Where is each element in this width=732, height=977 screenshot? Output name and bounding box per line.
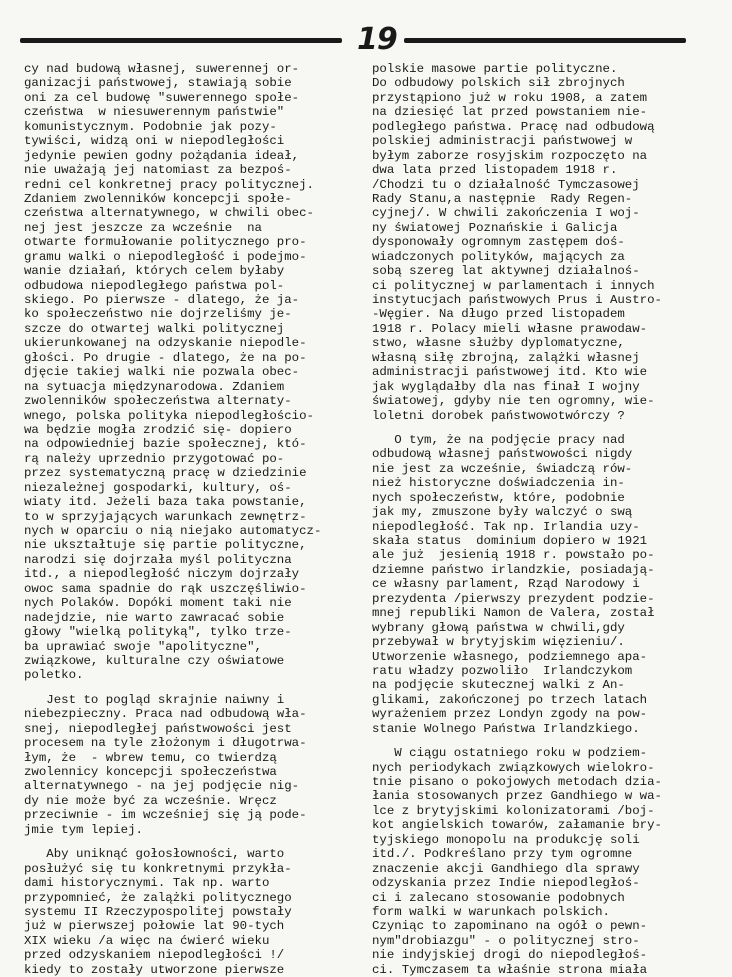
text-line: dy nie może być za wcześnie. Wręcz xyxy=(24,793,277,808)
text-line: jedynie pewien godny pożądania ideał, xyxy=(24,148,300,163)
text-line: odbudową własnej państwowości nigdy xyxy=(372,447,633,462)
text-line: form walki w warunkach polskich. xyxy=(372,904,610,919)
text-line: djęcie takiej walki nie pozwala obec- xyxy=(24,365,300,380)
text-line: dami historycznymi. Tak np. warto xyxy=(24,876,270,891)
text-line: W ciągu ostatniego roku w podziem- xyxy=(372,746,648,761)
header-rule-right xyxy=(404,38,686,43)
text-line: na odpowiedniej bazie społecznej, któ- xyxy=(24,437,307,452)
text-line: czeństwa alternatywnego, w chwili obec- xyxy=(24,206,314,221)
text-line: rą należy uprzednio przygotować po- xyxy=(24,451,285,466)
text-line: kot angielskich towarów, załamanie bry- xyxy=(372,818,662,833)
text-line: -Węgier. Na długo przed listopadem xyxy=(372,307,625,322)
text-line: nych społeczeństw, które, podobnie xyxy=(372,490,625,505)
paragraph-gap xyxy=(24,837,370,847)
text-line: polskiej administracji państwowej w xyxy=(372,134,633,149)
text-line: jak my, zmuszone były walczyć o swą xyxy=(372,505,633,520)
text-line: /Chodzi tu o działalność Tymczasowej xyxy=(372,177,640,192)
text-line: Utworzenie własnego, podziemnego apa- xyxy=(372,649,648,664)
text-line: nie indyjskiej drogi do niepodległoś- xyxy=(372,948,648,963)
text-line: komunistycznym. Podobnie jak pozy- xyxy=(24,119,277,134)
text-line: ba uprawiać swoje "apolityczne", xyxy=(24,639,262,654)
text-line: ale już jesienią 1918 r. powstało po- xyxy=(372,548,655,563)
text-line: zwolennicy koncepcji społeczeństwa xyxy=(24,765,277,779)
text-line: gramu walki o niepodległość i podejmo- xyxy=(24,249,307,264)
text-line: własną siłę zbrojną, zalążki własnej xyxy=(372,350,640,365)
text-line: loletni dorobek państwowotwórczy ? xyxy=(372,408,625,423)
text-line: przed odzyskaniem niepodległości !/ xyxy=(24,948,285,963)
text-line: znaczenie akcji Gandhiego dla sprawy xyxy=(372,861,640,876)
text-line: niezależnej gospodarki, kultury, oś- xyxy=(24,480,292,495)
text-line: snej, niepodległej państwowości jest xyxy=(24,721,292,736)
text-line: łym, że - wbrew temu, co twierdzą xyxy=(24,750,277,765)
text-line: już w pierwszej połowie lat 90-tych xyxy=(24,919,285,934)
text-line: światowej, gdyby nie ten ogromny, wie- xyxy=(372,394,655,409)
text-line: XIX wieku /a więc na ćwierć wieku xyxy=(24,933,270,948)
text-line: nych periodykach związkowych wielokro- xyxy=(372,760,655,775)
text-line: 1918 r. Polacy mieli własne prawodaw- xyxy=(372,321,648,336)
text-line: wiadczonych polityków, mających za xyxy=(372,249,625,264)
text-line: odbudowa niepodległego państwa pol- xyxy=(24,278,285,293)
text-line: tywiści, widzą oni w niepodległości xyxy=(24,134,285,149)
text-line: nie jest za wcześnie, świadczą rów- xyxy=(372,461,633,476)
text-line: jmie tym lepiej. xyxy=(24,822,143,837)
header-rule-left xyxy=(20,38,342,43)
text-line: narodzi się dojrzała myśl polityczna xyxy=(24,552,292,567)
left-text-column xyxy=(24,62,370,977)
text-line: Do odbudowy polskich sił zbrojnych xyxy=(372,76,625,91)
text-line: systemu II Rzeczypospolitej powstały xyxy=(24,904,292,919)
text-line: ci. Tymczasem ta właśnie strona miała xyxy=(372,962,648,977)
text-line: lce z brytyjskimi kolonizatorami /boj- xyxy=(372,803,655,818)
text-line: to w sprzyjających warunkach zewnętrz- xyxy=(24,509,307,524)
text-line: wnego, polska polityka niepodległościo- xyxy=(24,408,314,423)
text-line: przypomnieć, że zalążki politycznego xyxy=(24,890,292,905)
paragraph-gap xyxy=(372,423,718,433)
text-line: oni za cel budowę "suwerennego społe- xyxy=(24,90,300,105)
text-line: wa będzie mogła zrodzić się- dopiero xyxy=(24,422,292,437)
text-line: ko społeczeństwo nie dojrzeliśmy je- xyxy=(24,307,292,322)
text-line: Rady Stanu,a następnie Rady Regen- xyxy=(372,191,633,206)
text-line: polskie masowe partie polityczne. xyxy=(372,62,618,76)
text-line: skała status dominium dopiero w 1921 xyxy=(372,534,648,548)
text-line: nym"drobiazgu" - o politycznej stro- xyxy=(372,933,640,948)
text-line: alternatywnego - na jej podjęcie nig- xyxy=(24,779,300,794)
text-line: mnej republiki Namon de Valera, został xyxy=(372,606,655,621)
text-line: dziemne państwo irlandzkie, posiadają- xyxy=(372,562,655,577)
text-line: na sytuacja międzynarodowa. Zdaniem xyxy=(24,379,285,394)
text-line: przystąpiono już w roku 1908, a zatem xyxy=(372,90,648,105)
text-line: łania stosowanych przez Gandhiego w wa- xyxy=(372,789,662,804)
text-line: ny światowej Poznańskie i Galicja xyxy=(372,220,618,235)
text-line: Czyniąc to zapominano na ogół o pewn- xyxy=(372,919,648,934)
text-line: cyjnej/. W chwili zakończenia I woj- xyxy=(372,206,640,221)
text-line: przebywał w brytyjskim więzieniu/. xyxy=(372,635,625,650)
text-line: poletko. xyxy=(24,668,84,683)
text-line: niepodległość. Tak np. Irlandia uzy- xyxy=(372,519,640,534)
text-line: nych Polaków. Dopóki moment taki nie xyxy=(24,596,292,611)
text-line: wanie działań, których celem byłaby xyxy=(24,264,285,279)
text-line: Jest to pogląd skrajnie naiwny i xyxy=(24,692,285,707)
text-line: cy nad budową własnej, suwerennej or- xyxy=(24,62,300,76)
text-line: głowy "wielką polityką", tylko trze- xyxy=(24,625,292,640)
text-line: procesem na tyle złożonym i długotrwa- xyxy=(24,736,307,751)
text-line: ratu władzy pozwoliło Irlandczykom xyxy=(372,663,633,678)
text-line: ce własny parlament, Rząd Narodowy i xyxy=(372,577,640,592)
text-line: nie ukształtuje się partie polityczne, xyxy=(24,538,307,553)
text-line: sobą szereg lat aktywnej działalnoś- xyxy=(372,264,640,279)
text-line: podległego państwa. Pracę nad odbudową xyxy=(372,119,655,134)
text-line: owoc sama spadnie do rąk uszczęśliwio- xyxy=(24,581,307,596)
paragraph-gap xyxy=(372,736,718,746)
text-line: itd., a niepodległość niczym dojrzały xyxy=(24,567,300,582)
text-line: jak wyglądałby dla nas finał I wojny xyxy=(372,379,640,394)
text-line: szcze do otwartej walki politycznej xyxy=(24,321,285,336)
text-line: administracji państwowej itd. Kto wie xyxy=(372,365,648,380)
text-line: przeciwnie - im wcześniej się ją pode- xyxy=(24,808,307,823)
text-line: nież historyczne doświadczenia in- xyxy=(372,476,625,491)
text-line: niebezpieczny. Praca nad odbudową wła- xyxy=(24,707,307,722)
text-line: stwo, własne służby dyplomatyczne, xyxy=(372,336,625,351)
right-text-column xyxy=(372,62,718,977)
text-line: Aby uniknąć gołosłowności, warto xyxy=(24,847,285,862)
text-line: ci i zalecano stosowanie podobnych xyxy=(372,890,625,905)
text-line: ukierunkowanej na odzyskanie niepodle- xyxy=(24,336,307,351)
text-line: prezydenta /pierwszy prezydent podzie- xyxy=(372,591,655,606)
text-line: wiaty itd. Jeżeli baza taka powstanie, xyxy=(24,495,307,510)
text-line: tyjskiego monopolu na produkcję soli xyxy=(372,832,640,847)
text-line: ci politycznej w parlamentach i innych xyxy=(372,278,655,293)
text-line: stanie Wolnego Państwa Irlandzkiego. xyxy=(372,721,640,736)
text-line: itd./. Podkreślano przy tym ogromne xyxy=(372,847,633,862)
text-line: zwolenników społeczeństwa alternaty- xyxy=(24,394,292,409)
text-line: posłużyć się tu konkretnymi przykła- xyxy=(24,861,292,876)
text-line: nadejdzie, nie warto zawracać sobie xyxy=(24,610,285,625)
paragraph-gap xyxy=(24,683,370,693)
text-line: przez systematyczną pracę w dziedzinie xyxy=(24,466,307,481)
text-line: tnie pisano o pokojowych metodach dzia- xyxy=(372,775,662,789)
page-number: 19 xyxy=(357,22,397,57)
text-line: Zdaniem zwolenników koncepcji społe- xyxy=(24,191,292,206)
text-line: ganizacji państwowej, stawiają sobie xyxy=(24,76,292,91)
text-line: nie uważają jej natomiast za bezpoś- xyxy=(24,163,292,178)
text-line: otwarte formułowanie politycznego pro- xyxy=(24,235,307,250)
text-line: głości. Po drugie - dlatego, że na po- xyxy=(24,350,307,365)
text-line: na podjęcie skutecznej walki z An- xyxy=(372,678,625,693)
text-line: nych w oparciu o nią niejako automatycz- xyxy=(24,524,322,538)
text-line: czeństwa w niesuwerennym państwie" xyxy=(24,105,285,120)
text-line: O tym, że na podjęcie pracy nad xyxy=(372,432,625,447)
text-line: związkowe, kulturalne czy oświatowe xyxy=(24,653,285,668)
text-line: byłym zaborze rosyjskim rozpoczęto na xyxy=(372,148,648,163)
text-line: na dziesięć lat przed powstaniem nie- xyxy=(372,105,648,120)
text-line: dysponowały ogromnym zastępem doś- xyxy=(372,235,625,250)
text-line: glikami, zakończonej po trzech latach xyxy=(372,692,648,707)
text-line: dwa lata przed listopadem 1918 r. xyxy=(372,163,618,178)
text-line: skiego. Po pierwsze - dlatego, że ja- xyxy=(24,293,300,307)
text-line: odzyskania przez Indie niepodległoś- xyxy=(372,876,640,891)
text-line: nej jest jeszcze za wcześnie na xyxy=(24,220,262,235)
text-line: kiedy to zostały utworzone pierwsze xyxy=(24,962,285,977)
text-line: instytucjach państwowych Prus i Austro- xyxy=(372,293,662,307)
text-line: wyrażeniem przez Londyn zgody na pow- xyxy=(372,707,648,722)
text-line: redni cel konkretnej pracy politycznej. xyxy=(24,177,314,192)
text-line: wybrany głową państwa w chwili,gdy xyxy=(372,620,625,635)
